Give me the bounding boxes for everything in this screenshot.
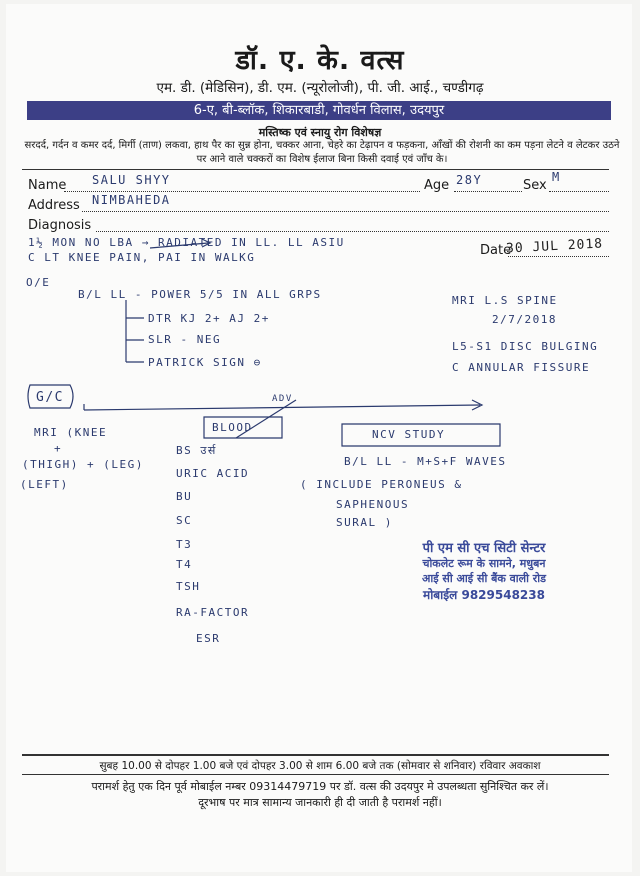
specialty: मस्तिष्क एवं स्नायु रोग विशेषज्ञ xyxy=(258,126,382,139)
exam-line-4: PATRICK SIGN ⊖ xyxy=(148,356,262,369)
ncv-line-2: ( INCLUDE PERONEUS & xyxy=(300,478,463,491)
exam-line-1: B/L LL - POWER 5/5 IN ALL GRPS xyxy=(78,288,322,301)
ncv-line-1: B/L LL - M+S+F WAVES xyxy=(344,455,507,468)
footer-rule-top xyxy=(22,754,609,756)
sex-label: Sex xyxy=(523,178,547,193)
blood-label: BLOOD xyxy=(212,421,253,434)
mri-line-2: 2/7/2018 xyxy=(492,313,557,326)
test-ra-factor: RA-FACTOR xyxy=(176,606,250,619)
gc-outline xyxy=(28,385,73,408)
exam-bracket xyxy=(126,300,144,362)
name-label: Name xyxy=(28,178,67,193)
symptoms-line: सरदर्द, गर्दन व कमर दर्द, मिर्गी (ताण) लकवा, हाथ पैर का सुन्न होना, चक्कर आना, चेहरे का टेढ़ापन व फड़कना, आँखों की रोशनी का कम पड़ना लेटने व लेटकर उठने पर आने वाले चक्करों का विशेष ईलाज बिना किसी दवाई एवं जाँच के। xyxy=(24,140,620,165)
mri-knee-line-2: + xyxy=(54,442,63,455)
mri-knee-line-1: MRI (KNEE xyxy=(34,426,108,439)
stamp-line-3: आई सी आई सी बैंक वाली रोड xyxy=(421,572,547,585)
stamp-line-1: पी एम सी एच सिटी सेन्टर xyxy=(422,541,546,556)
ncv-label: NCV STUDY xyxy=(372,428,446,441)
exam-line-3: SLR - NEG xyxy=(148,333,222,346)
mri-knee-line-4: (LEFT) xyxy=(20,478,69,491)
history-line-1: 1½ MON NO LBA → RADIATED IN LL. LL ASIU xyxy=(28,236,345,249)
doctor-name: डॉ. ए. के. वत्स xyxy=(235,45,405,76)
history-line-2: C LT KNEE PAIN, PAI IN WALKG xyxy=(28,251,256,264)
name-value: SALU SHYY xyxy=(92,173,171,187)
advise-label: ADV xyxy=(272,394,293,404)
exam-line-2: DTR KJ 2+ AJ 2+ xyxy=(148,312,270,325)
age-label: Age xyxy=(424,178,450,193)
address-value: NIMBAHEDA xyxy=(92,193,171,207)
test-sc: SC xyxy=(176,514,193,527)
stamp-line-2: चोकलेट रूम के सामने, मधुबन xyxy=(422,557,546,570)
mri-line-3: L5-S1 DISC BULGING xyxy=(452,340,599,353)
footer-note-2: दूरभाष पर मात्र सामान्य जानकारी ही दी जाती है परामर्श नहीं। xyxy=(198,796,442,809)
test-esr: ESR xyxy=(196,632,221,645)
blood-strike xyxy=(236,400,296,438)
gc-label: G/C xyxy=(36,390,64,405)
blood-box xyxy=(204,417,282,438)
test-t3: T3 xyxy=(176,538,193,551)
qualifications: एम. डी. (मेडिसिन), डी. एम. (न्यूरोलोजी), पी. जी. आई., चण्डीगढ़ xyxy=(156,80,484,96)
footer-note-1: परामर्श हेतु एक दिन पूर्व मोबाईल नम्बर 09314479719 पर डॉ. वत्स की उदयपुर मे उपलब्धता सुनिश्चित कर लें। xyxy=(91,780,549,793)
address-label: Address xyxy=(28,198,80,213)
mri-knee-line-3: (THIGH) + (LEG) xyxy=(22,458,144,471)
ncv-line-3: SAPHENOUS xyxy=(336,498,410,511)
age-value: 28Y xyxy=(456,173,483,187)
test-bs: BS उर्स xyxy=(176,444,217,457)
test-bu: BU xyxy=(176,490,193,503)
footer-rule-bottom xyxy=(22,774,609,775)
date-stamp: 30 JUL 2018 xyxy=(505,236,604,257)
date-label: Date xyxy=(480,243,512,258)
ncv-box xyxy=(342,424,500,446)
mri-line-1: MRI L.S SPINE xyxy=(452,294,558,307)
test-uric-acid: URIC ACID xyxy=(176,467,250,480)
test-t4: T4 xyxy=(176,558,193,571)
clinic-stamp xyxy=(396,538,572,610)
diagnosis-label: Diagnosis xyxy=(28,218,92,233)
stamp-line-4: मोबाईल 9829548238 xyxy=(423,588,545,602)
footer-timings: सुबह 10.00 से दोपहर 1.00 बजे एवं दोपहर 3.00 से शाम 6.00 बजे तक (सोमवार से शनिवार) रविवार अवकाश xyxy=(99,760,541,772)
address-band: 6-ए, बी-ब्लॉक, शिकारबाडी, गोवर्धन विलास, उदयपुर xyxy=(27,101,611,120)
test-tsh: TSH xyxy=(176,580,201,593)
arrow-line-1 xyxy=(150,243,208,248)
sex-value: M xyxy=(552,170,561,184)
oe-label: O/E xyxy=(26,276,51,289)
mri-line-4: C ANNULAR FISSURE xyxy=(452,361,591,374)
ncv-line-4: SURAL ) xyxy=(336,516,393,529)
